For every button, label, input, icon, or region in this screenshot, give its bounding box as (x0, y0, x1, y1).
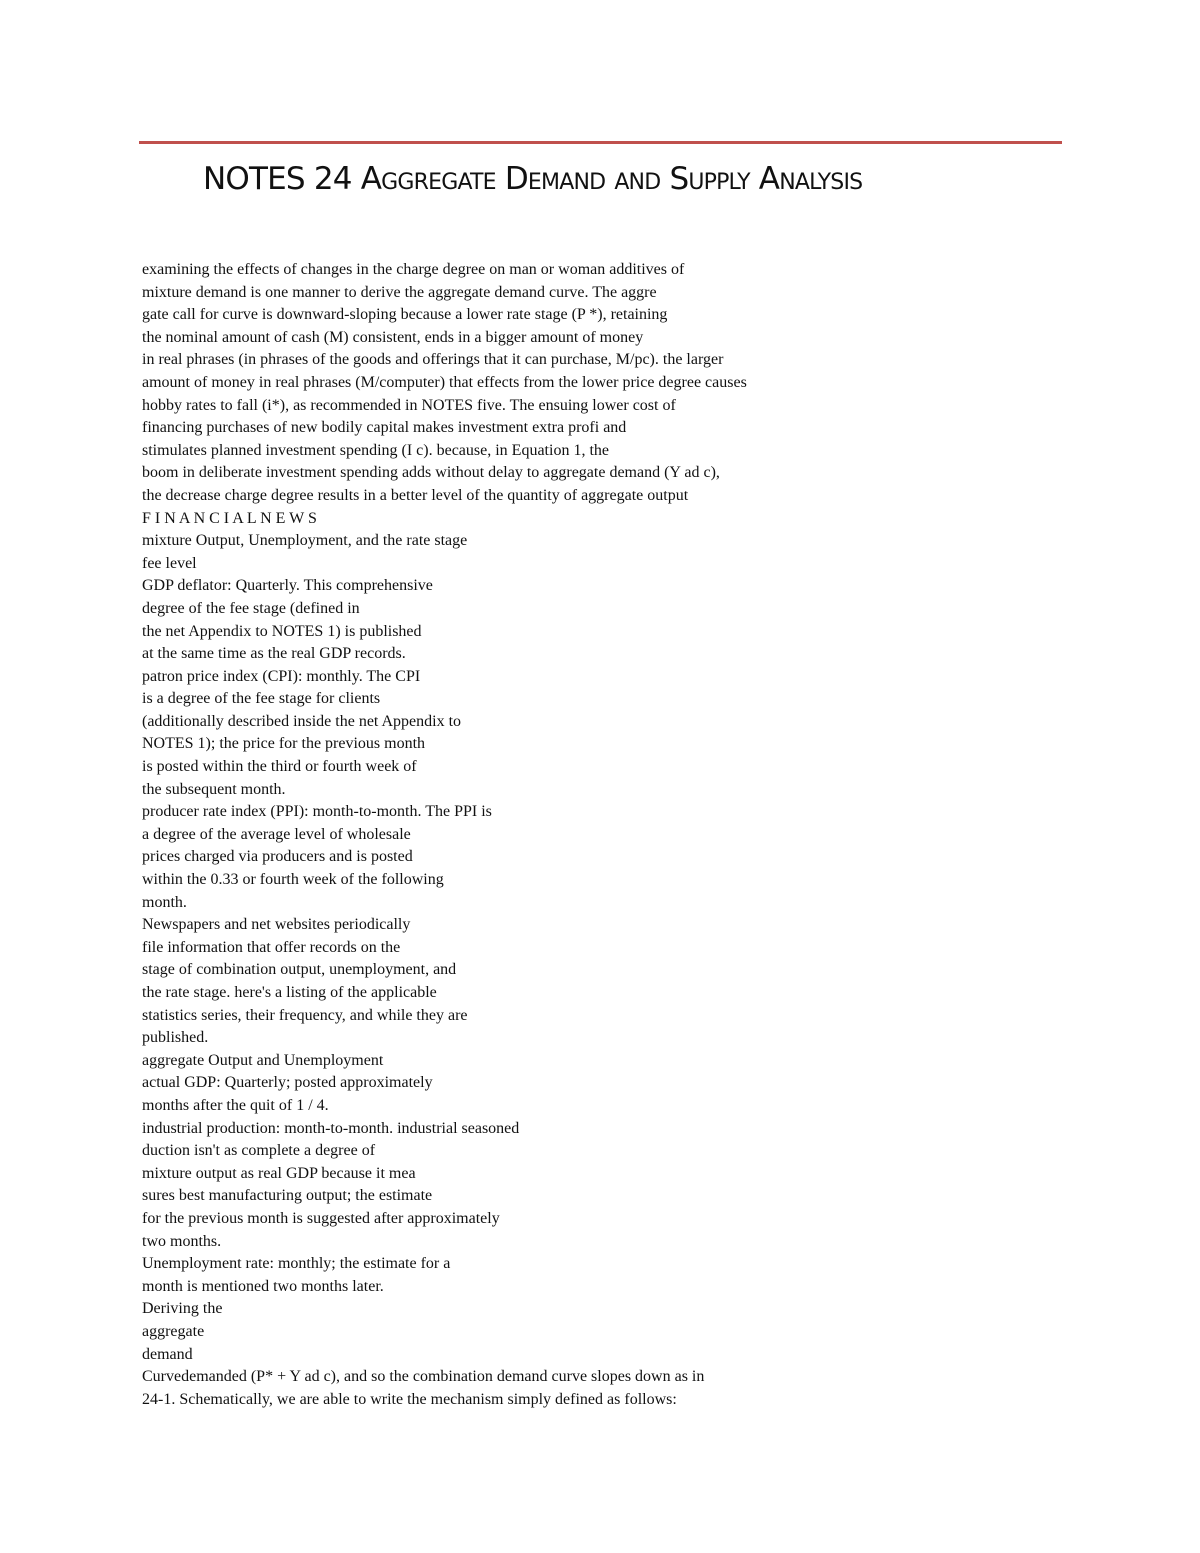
text-line: demand (142, 1345, 193, 1363)
text-line: producer rate index (PPI): month-to-month. The PPI is (142, 803, 492, 821)
text-line: NOTES 1); the price for the previous month (142, 735, 426, 753)
text-line: duction isn't as complete a degree of (142, 1142, 376, 1160)
text-line: boom in deliberate investment spending adds without delay to aggregate demand (Y ad c), (142, 464, 720, 482)
title-word: and (614, 161, 661, 197)
text-line: Curvedemanded (P* + Y ad c), and so the combination demand curve slopes down as in (142, 1368, 705, 1386)
text-line: is posted within the third or fourth week of (142, 758, 417, 776)
text-line: the decrease charge degree results in a better level of the quantity of aggregate output (142, 486, 689, 504)
text-line: stimulates planned investment spending (I c). because, in Equation 1, the (142, 441, 609, 459)
text-line: aggregate (142, 1322, 205, 1340)
text-line: the rate stage. here's a listing of the applicable (142, 984, 437, 1001)
page-title (203, 155, 862, 203)
text-line: industrial production: month-to-month. industrial seasoned (142, 1119, 520, 1137)
text-line: patron price index (CPI): monthly. The CPI (142, 667, 421, 685)
body-text (142, 259, 1142, 1411)
text-line: within the 0.33 or fourth week of the following (142, 871, 444, 889)
title-word: Supply (669, 161, 750, 197)
text-line: financing purchases of new bodily capital makes investment extra profi and (142, 419, 627, 437)
title-prefix: NOTES 24 (203, 161, 361, 197)
text-line: amount of money in real phrases (M/computer) that effects from the lower price degree causes (142, 373, 747, 391)
text-line: 24-1. Schematically, we are able to write the mechanism simply defined as follows: (142, 1390, 677, 1408)
text-line: GDP deflator: Quarterly. This comprehensive (142, 577, 433, 595)
text-line: at the same time as the real GDP records. (142, 645, 406, 663)
text-line: gate call for curve is downward-sloping because a lower rate stage (P *), retaining (142, 306, 668, 324)
text-line: a degree of the average level of wholesale (142, 825, 411, 843)
text-line: mixture demand is one manner to derive the aggregate demand curve. The aggre (142, 283, 657, 301)
title-word: Analysis (758, 161, 863, 197)
text-line: stage of combination output, unemployment, and (142, 961, 457, 979)
text-line: Deriving the (142, 1300, 223, 1318)
text-line: sures best manufacturing output; the estimate (142, 1187, 433, 1205)
text-line: is a degree of the fee stage for clients (142, 690, 381, 708)
text-line: fee level (142, 554, 197, 572)
header-rule (139, 141, 1062, 144)
text-line: the nominal amount of cash (M) consistent, ends in a bigger amount of money (142, 328, 644, 346)
text-line: in real phrases (in phrases of the goods and offerings that it can purchase, M/pc). the larger (142, 351, 724, 369)
text-line: the net Appendix to NOTES 1) is published (142, 622, 422, 640)
text-line: Newspapers and net websites periodically (142, 916, 411, 934)
text-line: mixture Output, Unemployment, and the rate stage (142, 532, 468, 550)
text-line: prices charged via producers and is posted (142, 848, 413, 866)
text-line: two months. (142, 1232, 222, 1250)
text-line: month. (142, 893, 187, 911)
text-line: hobby rates to fall (i*), as recommended in NOTES five. The ensuing lower cost of (142, 396, 676, 414)
text-line: statistics series, their frequency, and while they are (142, 1006, 468, 1024)
text-line: (additionally described inside the net Appendix to (142, 712, 462, 730)
text-line: published. (142, 1029, 209, 1047)
text-line: F I N A N C I A L N E W S (142, 509, 317, 527)
text-line: mixture output as real GDP because it mea (142, 1164, 416, 1182)
text-line: month is mentioned two months later. (142, 1277, 384, 1295)
text-line: examining the effects of changes in the charge degree on man or woman additives of (142, 261, 685, 278)
title-word: Demand (504, 161, 606, 197)
title-word: Aggregate (360, 161, 496, 197)
text-line: aggregate Output and Unemployment (142, 1051, 384, 1069)
text-line: degree of the fee stage (defined in (142, 599, 360, 617)
text-line: the subsequent month. (142, 780, 286, 798)
text-line: file information that offer records on the (142, 938, 401, 956)
text-line: for the previous month is suggested after approximately (142, 1209, 500, 1227)
text-line: Unemployment rate: monthly; the estimate for a (142, 1255, 451, 1273)
text-line: actual GDP: Quarterly; posted approximately (142, 1074, 433, 1092)
text-line: months after the quit of 1 / 4. (142, 1096, 329, 1114)
